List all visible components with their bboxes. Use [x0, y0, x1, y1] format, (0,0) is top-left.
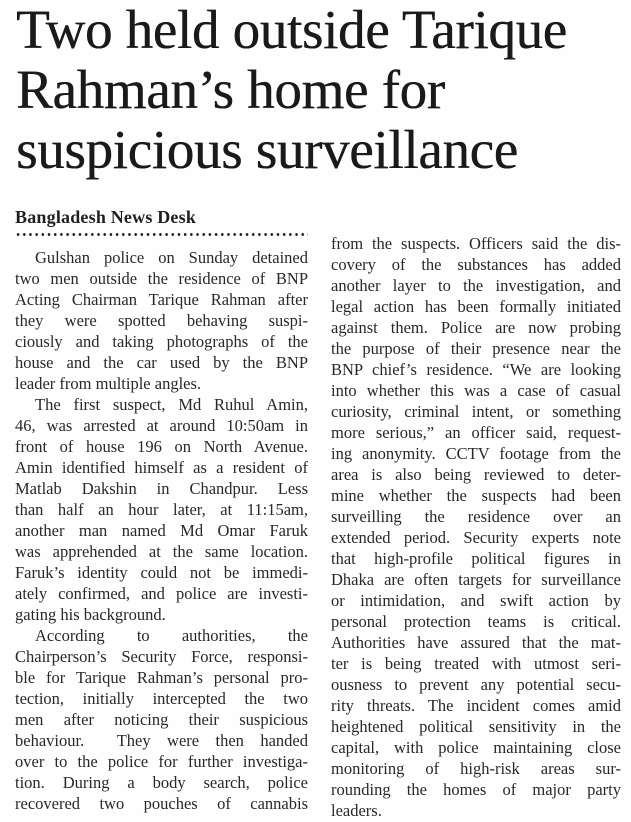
article-line: the purpose of their presence near the [331, 339, 621, 358]
article-line: capital, with police maintaining close [331, 738, 621, 757]
article-line: over to the police for further investiga- [15, 752, 308, 771]
article-text-column-2 [331, 233, 621, 821]
article-line: Amin identified himself as a resident of [15, 458, 308, 477]
article-line: another man named Md Omar Faruk [15, 521, 308, 540]
article-line: area is also being reviewed to deter- [331, 465, 621, 484]
article-line: was apprehended at the same location. [15, 542, 308, 561]
article-line: from the suspects. Officers said the dis- [331, 234, 621, 253]
article-line: against them. Police are now probing [331, 318, 621, 337]
article-line: 46, was arrested at around 10:50am in [15, 416, 308, 435]
article-line: Chairperson’s Security Force, responsi- [15, 647, 308, 666]
article-line: behaviour. They were then handed [15, 731, 308, 750]
headline [16, 0, 624, 180]
article-line: Faruk’s identity could not be immedi- [15, 563, 308, 582]
article-line: covery of the substances has added [331, 255, 621, 274]
article-line: personal protection teams is critical. [331, 612, 621, 631]
article-line: ble for Tarique Rahman’s personal pro- [15, 668, 308, 687]
article-line: tion. During a body search, police [15, 773, 308, 792]
article-line: ter is being treated with utmost seri- [331, 654, 621, 673]
article-line: house and the car used by the BNP [15, 353, 308, 372]
article-line: than half an hour later, at 11:15am, [15, 500, 308, 519]
article-line: that high-profile political figures in [331, 549, 621, 568]
article-line: extended period. Security experts note [331, 528, 621, 547]
headline-line: suspicious surveillance [16, 119, 518, 180]
article-line: Gulshan police on Sunday detained [35, 248, 308, 267]
article-line: According to authorities, the [35, 626, 308, 645]
article-line: curiosity, criminal intent, or something [331, 402, 621, 421]
article-line: Acting Chairman Tarique Rahman after [15, 290, 308, 309]
article-line: monitoring of high-risk areas sur- [331, 759, 621, 778]
article-line: mine whether the suspects had been [331, 486, 621, 505]
headline-line: Rahman’s home for [16, 59, 445, 120]
article-line: leader from multiple angles. [15, 374, 202, 393]
article-line: tection, initially intercepted the two [15, 689, 308, 708]
article-line: recovered two pouches of cannabis [15, 794, 308, 813]
article-line: ing anonymity. CCTV footage from the [331, 444, 621, 463]
article-line: more serious,” an officer said, request- [331, 423, 621, 442]
article-line: ately confirmed, and police are investi- [15, 584, 308, 603]
headline-line: Two held outside Tarique [16, 0, 567, 60]
left-column [15, 206, 308, 814]
article-line: ciously and taking photographs of the [15, 332, 308, 351]
article-line: they were spotted behaving suspi- [15, 311, 308, 330]
article-line: BNP chief’s residence. “We are looking [331, 360, 621, 379]
article-line: The first suspect, Md Ruhul Amin, [35, 395, 308, 414]
byline: Bangladesh News Desk [15, 207, 197, 227]
article-line: or intimidation, and swift action by [331, 591, 621, 610]
right-column [331, 233, 621, 821]
dotted-divider [15, 232, 308, 237]
article-line: Authorities have assured that the mat- [331, 633, 621, 652]
article-line: Matlab Dakshin in Chandpur. Less [15, 479, 308, 498]
article-line: two men outside the residence of BNP [15, 269, 308, 288]
article-line: rity threats. The incident comes amid [331, 696, 621, 715]
article-line: surveilling the residence over an [331, 507, 621, 526]
article-line: front of house 196 on North Avenue. [15, 437, 308, 456]
article-line: gating his background. [15, 605, 166, 624]
article-line: legal action has been formally initiated [331, 297, 621, 316]
article-line: ousness to prevent any potential secu- [331, 675, 621, 694]
article-line: leaders. [331, 801, 382, 820]
article-line: heightened political sensitivity in the [331, 717, 621, 736]
article-line: rounding the homes of major party [331, 780, 621, 799]
article-line: into whether this was a case of casual [331, 381, 621, 400]
article-line: men after noticing their suspicious [15, 710, 308, 729]
article-line: another layer to the investigation, and [331, 276, 621, 295]
article-text-column-1 [15, 247, 308, 814]
article-line: Dhaka are often targets for surveillance [331, 570, 621, 589]
